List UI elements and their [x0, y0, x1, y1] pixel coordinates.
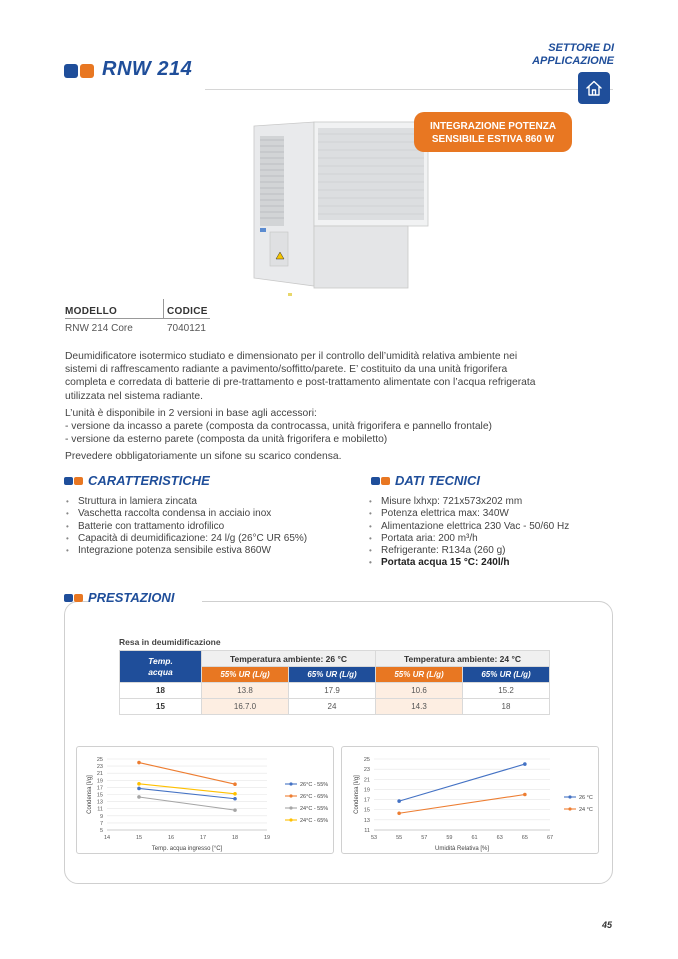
temp-acqua-header	[120, 651, 202, 683]
legend-marker	[568, 807, 571, 810]
group1-header: Temperatura ambiente: 26 °C	[202, 651, 376, 667]
legend-marker	[289, 818, 292, 821]
title-logo-icon	[64, 64, 96, 78]
table-cell: 18	[463, 699, 550, 715]
chart-temp-acqua	[76, 746, 334, 854]
table-title: Resa in deumidificazione	[119, 637, 221, 647]
y-tick-label: 13	[96, 799, 103, 806]
list-item: • Vaschetta raccolta condensa in acciaio inox	[66, 508, 356, 520]
table-cell: 24	[289, 699, 376, 715]
legend-label: 26 °C	[579, 795, 593, 801]
list-item: • Alimentazione elettrica 230 Vac - 50/60 Hz	[369, 521, 614, 533]
legend-marker	[568, 795, 571, 798]
x-tick-label: 65	[521, 835, 528, 841]
data-point	[233, 782, 237, 786]
data-point	[233, 808, 237, 812]
prestazioni-icon	[64, 594, 84, 602]
badge-line2: SENSIBILE ESTIVA 860 W	[431, 134, 555, 145]
x-tick-label: 14	[103, 835, 111, 841]
legend-label: 24°C - 55%	[300, 806, 329, 812]
x-tick-label: 16	[167, 835, 175, 841]
y-tick-label: 23	[363, 767, 370, 774]
y-tick-label: 17	[96, 785, 103, 792]
desc-line: L’unità è disponibile in 2 versioni in base agli accessori:	[65, 407, 317, 419]
y-tick-label: 11	[364, 828, 370, 834]
settore-label	[532, 42, 614, 68]
data-point	[397, 811, 401, 815]
model-header: MODELLO	[65, 306, 118, 317]
desc-line: utilizzata nel sistema radiante.	[65, 390, 203, 402]
caratteristiche-icon	[64, 477, 84, 485]
group2-header: Temperatura ambiente: 24 °C	[376, 651, 550, 667]
sub4-header: 65% UR (L/g)	[463, 667, 550, 683]
list-item: • Portata aria: 200 m³/h	[369, 533, 614, 545]
data-point	[523, 793, 527, 797]
x-tick-label: 18	[231, 835, 239, 841]
desc-line: - versione da esterno parete (composta da unità frigorifera e mobiletto)	[65, 434, 388, 446]
legend-marker	[289, 806, 292, 809]
x-tick-label: 19	[263, 835, 271, 841]
caratteristiche-title: CARATTERISTICHE	[88, 473, 210, 488]
home-button[interactable]	[578, 72, 610, 104]
y-tick-label: 21	[363, 777, 370, 784]
legend-marker	[289, 782, 292, 785]
description-p1	[65, 350, 615, 403]
temp-header-line2: acqua	[148, 666, 173, 677]
y-tick-label: 25	[96, 757, 103, 763]
chart-umidita	[341, 746, 599, 854]
y-axis-title: Condensa [l/g]	[354, 775, 360, 814]
page-number: 45	[601, 920, 612, 930]
list-item-bold: • Portata acqua 15 °C: 240l/h	[369, 557, 614, 569]
y-tick-label: 23	[96, 764, 103, 771]
description-p3: Prevedere obbligatoriamente un sifone su scarico condensa.	[65, 451, 342, 463]
table-cell: 16.7.0	[202, 699, 289, 715]
series-line	[399, 764, 525, 801]
series-line	[139, 788, 235, 798]
chart-umidita-svg	[342, 747, 600, 855]
list-item: • Batterie con trattamento idrofilico	[66, 521, 356, 533]
temp-header-line1: Temp.	[148, 655, 173, 666]
y-tick-label: 15	[363, 807, 370, 814]
desc-line: Deumidificatore isotermico studiato e dimensionato per il controllo dell’umidità relativa ambiente nei	[65, 351, 518, 362]
model-table-hline	[65, 318, 210, 319]
settore-line2: APPLICAZIONE	[532, 55, 614, 67]
description-p2	[65, 407, 615, 447]
dati-tecnici-title: DATI TECNICI	[395, 473, 480, 488]
home-icon	[578, 72, 610, 104]
list-item: • Struttura in lamiera zincata	[66, 496, 356, 508]
x-tick-label: 67	[546, 835, 554, 841]
x-axis-title: Umidità Relativa [%]	[434, 846, 490, 852]
badge-line1: INTEGRAZIONE POTENZA	[429, 121, 557, 132]
y-tick-label: 25	[363, 757, 370, 763]
y-tick-label: 21	[96, 771, 103, 778]
desc-line: completa e corredata di batterie di pre-trattamento e post-trattamento alimentate con l’acqua refrigerata	[65, 377, 536, 389]
list-item: • Capacità di deumidificazione: 24 l/g (26°C UR 65%)	[66, 533, 356, 545]
legend-label: 26°C - 55%	[300, 782, 329, 788]
x-tick-label: 63	[496, 835, 503, 841]
y-tick-label: 7	[99, 820, 103, 827]
x-tick-label: 55	[396, 835, 403, 841]
data-point	[233, 792, 237, 796]
desc-line: sistemi di raffrescamento radiante a pavimento/soffitto/parete. E’ costituito da una unità frigorifera	[65, 364, 508, 376]
legend-label: 26°C - 65%	[300, 794, 329, 800]
table-cell: 15	[120, 699, 202, 715]
series-line	[139, 784, 235, 794]
list-item: • Integrazione potenza sensibile estiva 860W	[66, 545, 356, 557]
y-tick-label: 13	[363, 817, 370, 824]
model-value: RNW 214 Core	[65, 323, 133, 334]
data-point	[137, 761, 141, 765]
series-line	[399, 795, 525, 814]
table-cell: 18	[120, 683, 202, 699]
legend-marker	[289, 794, 292, 797]
table-row	[120, 699, 550, 715]
dati-tecnici-list	[369, 496, 614, 570]
x-tick-label: 15	[135, 835, 143, 841]
data-point	[523, 762, 527, 766]
list-item: • Refrigerante: R134a (260 g)	[369, 545, 614, 557]
chart-temp-acqua-svg	[77, 747, 335, 855]
sub2-header: 65% UR (L/g)	[289, 667, 376, 683]
product-image	[252, 118, 432, 296]
list-item: • Potenza elettrica max: 340W	[369, 508, 614, 520]
data-point	[233, 797, 237, 801]
x-tick-label: 59	[446, 835, 453, 841]
list-item: • Misure lxhxp: 721x573x202 mm	[369, 496, 614, 508]
x-tick-label: 61	[471, 835, 478, 841]
desc-line: - versione da incasso a parete (composta da controcassa, unità frigorifera e pannello frontale)	[65, 421, 492, 433]
title-divider	[205, 89, 613, 90]
page-title: RNW 214	[102, 58, 193, 80]
prestazioni-title: PRESTAZIONI	[88, 590, 202, 605]
y-axis-title: Condensa [l/g]	[87, 775, 93, 814]
legend-label: 24 °C	[579, 807, 593, 813]
y-tick-label: 5	[99, 828, 103, 834]
sub1-header: 55% UR (L/g)	[202, 667, 289, 683]
data-point	[137, 787, 141, 791]
table-cell: 13.8	[202, 683, 289, 699]
table-row	[120, 683, 550, 699]
y-tick-label: 15	[96, 792, 103, 799]
data-point	[397, 799, 401, 803]
performance-table	[119, 650, 550, 715]
y-tick-label: 19	[96, 778, 103, 785]
legend-label: 24°C - 65%	[300, 818, 329, 824]
y-tick-label: 9	[99, 813, 103, 820]
table-cell: 15.2	[463, 683, 550, 699]
table-cell: 10.6	[376, 683, 463, 699]
code-header: CODICE	[167, 306, 208, 317]
x-axis-title: Temp. acqua ingresso [°C]	[151, 846, 223, 852]
x-tick-label: 53	[370, 835, 378, 841]
description	[65, 350, 615, 468]
sub3-header: 55% UR (L/g)	[376, 667, 463, 683]
code-value: 7040121	[167, 323, 206, 334]
model-table-vline	[163, 299, 164, 318]
data-point	[137, 795, 141, 799]
settore-line1: SETTORE DI	[548, 42, 614, 54]
data-point	[137, 782, 141, 786]
power-badge	[414, 112, 572, 152]
x-tick-label: 17	[199, 835, 207, 841]
y-tick-label: 11	[97, 806, 103, 813]
series-line	[139, 797, 235, 810]
table-cell: 14.3	[376, 699, 463, 715]
table-cell: 17.9	[289, 683, 376, 699]
y-tick-label: 19	[363, 787, 370, 794]
y-tick-label: 17	[363, 797, 370, 804]
caratteristiche-list	[66, 496, 356, 557]
dati-tecnici-icon	[371, 477, 391, 485]
x-tick-label: 57	[421, 835, 428, 841]
